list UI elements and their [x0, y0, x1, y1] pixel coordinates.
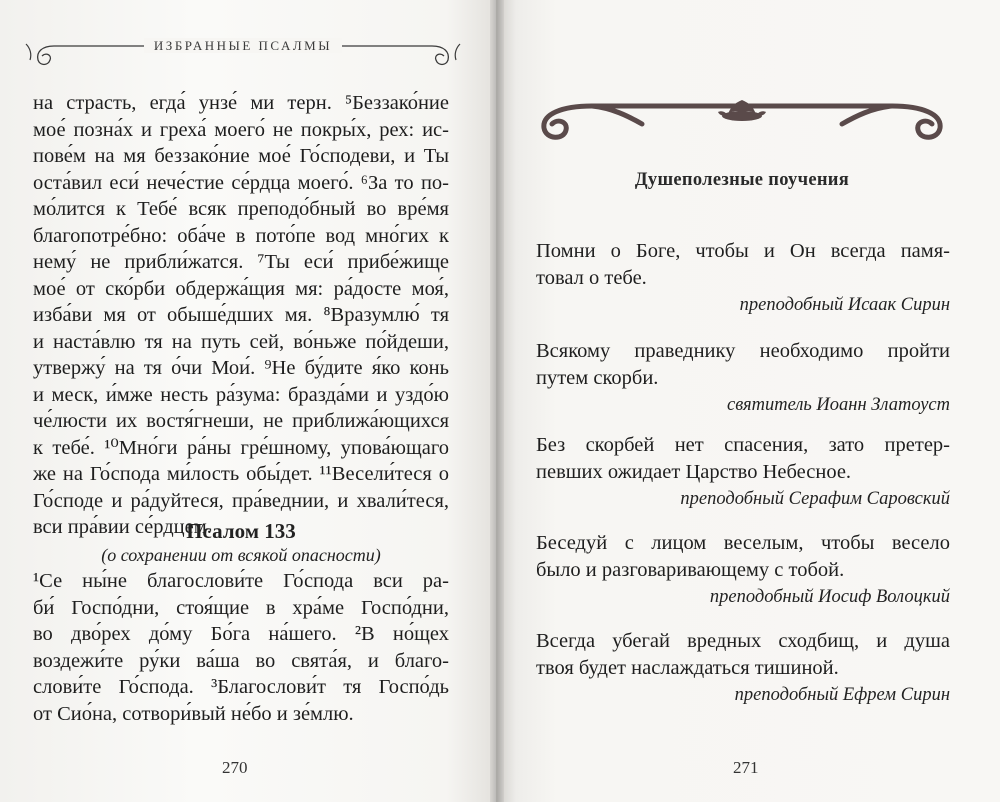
- book-spine: [490, 0, 504, 802]
- text-line: би́ Госпо́дни, стоя́щие в хра́ме Госпо́дни,: [33, 596, 449, 619]
- text-line: и наста́влю тя на путь сей, во́ньже по́йдеши,: [33, 330, 449, 353]
- text-line: нему́ не прибли́жатся. ⁷Ты еси́ прибе́жище: [33, 251, 449, 273]
- text-line: оста́вил еси́ нече́стие се́рдца моего́. ⁶За то по-: [33, 171, 449, 194]
- psalm-subtitle: (о сохранении от всякой опасности): [101, 545, 381, 565]
- page-number-right: 271: [733, 758, 759, 777]
- text-line: благопотре́бно: оба́че в пото́пе вод мно́гих к: [33, 224, 449, 247]
- text-line: мо́лится к Тебе́ всяк преподо́бный во вре́мя: [33, 198, 449, 220]
- text-line: Го́споде и ра́дуйтеся, пра́веднии, и хвали́теся,: [33, 489, 449, 512]
- quote-text-line: Помни о Боге, чтобы и Он всегда памя-: [536, 240, 950, 262]
- text-line: че́люсти их востя́гнеши, не приближа́ющихся: [33, 410, 449, 432]
- psalm-text-block: [33, 90, 449, 541]
- quote-author: святитель Иоанн Златоуст: [727, 395, 950, 415]
- quote-text-line: Всегда убегай вредных сходбищ, и душа: [536, 630, 950, 652]
- right-page: [496, 0, 1000, 802]
- quote-text-line: было и разговаривающему с тобой.: [536, 558, 845, 581]
- quote-author: преподобный Исаак Сирин: [739, 295, 950, 315]
- text-line: к тебе́. ¹⁰Мно́ги ра́ны гре́шному, упова́ющаго: [33, 436, 449, 459]
- quote-text-line: Без скорбей нет спасения, зато претер-: [536, 434, 950, 456]
- text-line: пове́м на мя беззако́ние мое́ Го́сподеви, и Ты: [33, 145, 449, 167]
- text-line: и меск, и́мже несть ра́зума: бразда́ми и уздо́ю: [33, 383, 449, 406]
- quote-text-line: твоя будет наслаждаться тишиной.: [536, 656, 839, 679]
- text-line: мое́ от ско́рби обдержа́щия мя: ра́досте моя́,: [33, 277, 449, 300]
- text-line: мое́ позна́х и греха́ моего́ не покры́х, рех: ис-: [33, 118, 449, 141]
- text-line: воздежи́те ру́ки ва́ша во свята́я, и благо-: [33, 649, 449, 672]
- quote-author: преподобный Серафим Саровский: [680, 489, 950, 509]
- quote-text-line: товал о тебе.: [536, 266, 647, 289]
- page-number-left: 270: [222, 758, 248, 777]
- quote-item: [536, 338, 950, 417]
- text-line: во дво́рех до́му Бо́га на́шего. ²В но́щех: [33, 623, 449, 645]
- quote-text-line: Всякому праведнику необходимо пройти: [536, 340, 950, 362]
- quote-item: [536, 628, 950, 707]
- left-page: [0, 0, 496, 802]
- psalm-133-text-block: [33, 568, 449, 727]
- running-header: ИЗБРАННЫЕ ПСАЛМЫ: [144, 38, 342, 53]
- quote-text-line: Беседуй с лицом веселым, чтобы весело: [536, 532, 950, 554]
- text-line: ¹Се ны́не благослови́те Го́спода вси ра-: [33, 570, 449, 592]
- section-title: Душеполезные поучения: [634, 170, 850, 190]
- quote-item: [536, 238, 950, 317]
- text-line: утвержу́ на тя о́чи Мои́. ⁹Не бу́дите я́ко конь: [33, 357, 449, 379]
- psalm-heading: Псалом 133: [186, 519, 296, 543]
- text-line: вси пра́вии се́рдцем.: [33, 516, 212, 538]
- quote-item: [536, 432, 950, 511]
- text-line: изба́ви мя от обыше́дших мя. ⁸Вразумлю́ тя: [33, 304, 449, 326]
- quote-item: [536, 530, 950, 609]
- quote-author: преподобный Иосиф Волоцкий: [709, 587, 950, 607]
- ornament-flourish: [532, 94, 952, 144]
- text-line: же на Го́спода ми́лость обы́дет. ¹¹Весели́теся о: [33, 463, 449, 485]
- text-line: слови́те Го́спода. ³Благослови́т тя Госпо́дь: [33, 676, 449, 698]
- quote-text-line: путем скорби.: [536, 366, 659, 389]
- text-line: на страсть, егда́ унзе́ ми терн. ⁵Беззако́ние: [33, 92, 449, 114]
- quote-text-line: певших ожидает Царство Небесное.: [536, 460, 852, 483]
- text-line: от Сио́на, сотвори́вый не́бо и зе́млю.: [33, 702, 354, 725]
- quote-author: преподобный Ефрем Сирин: [734, 685, 950, 705]
